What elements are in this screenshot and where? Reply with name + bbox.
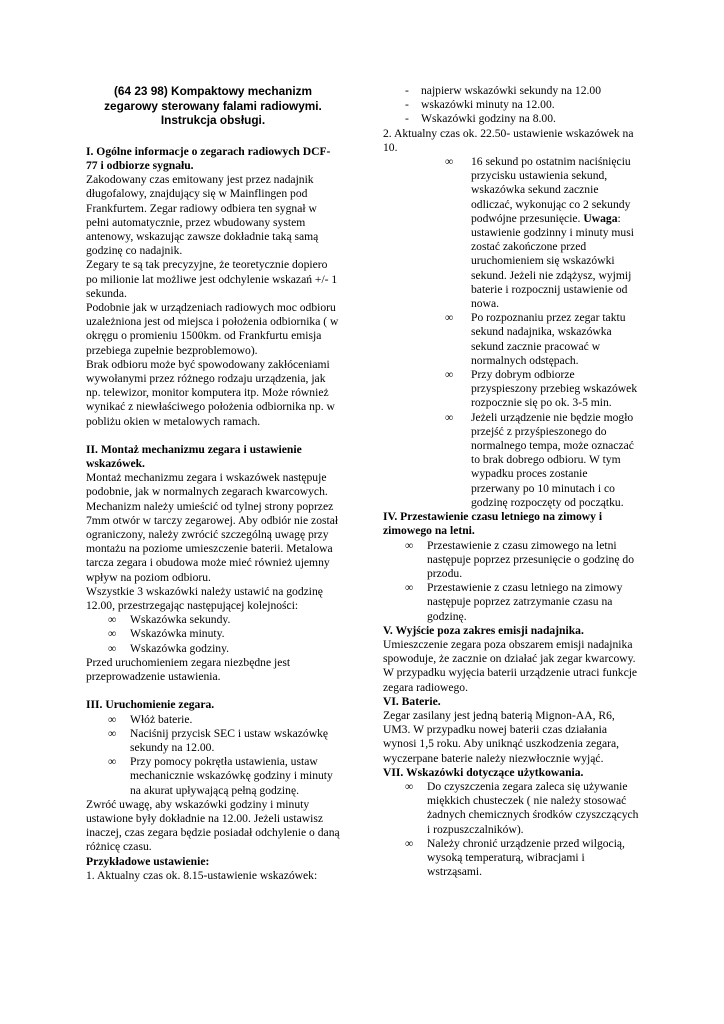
example-2-text: 2. Aktualny czas ok. 22.50- ustawienie wskazówek na 10.: [383, 126, 634, 154]
document-title: (64 23 98) Kompaktowy mechanizm zegarowy sterowany falami radiowymi. Instrukcja obsługi.: [104, 84, 322, 128]
example-heading: Przykładowe ustawienie:: [86, 854, 210, 868]
list-item: ∞ Przestawienie z czasu zimowego na letni następuje poprzez przesunięcie o godzinę do przodu.: [405, 538, 634, 580]
section-5-heading: V. Wyjście poza zakres emisji nadajnika.: [383, 623, 584, 637]
list-item: ∞ Po rozpoznaniu przez zegar taktu sekund nadajnika, wskazówka sekund zacznie pracować w normalnych odstępach.: [445, 311, 626, 367]
infinity-bullet-icon: ∞: [445, 368, 454, 382]
startup-steps-list: [86, 713, 340, 798]
infinity-bullet-icon: ∞: [108, 712, 117, 726]
hand-order-list: [86, 613, 340, 656]
section-1-paragraph: Brak odbioru może być spowodowany zakłóceniami wywołanymi przez różnego rodzaju urządzenia, jak np. telewizor, monitor komputera itp. Może również wynikać z niewłaściwego położenia odbiornika np. w pobliżu okien w metalowych ramach.: [86, 357, 335, 428]
list-item: ∞ Przy pomocy pokrętła ustawienia, ustaw mechanicznie wskazówkę godziny i minuty na akurat upływającą pełną godzinę.: [108, 755, 333, 797]
list-item: ∞ Naciśnij przycisk SEC i ustaw wskazówkę sekundy na 12.00.: [108, 726, 329, 754]
section-3-paragraph: Zwróć uwagę, aby wskazówki godziny i minuty ustawione były dokładnie na 12.00. Jeżeli ustawisz inaczej, czas zegara będzie posiadał odchylenie o daną różnicę czasu.: [86, 797, 340, 854]
list-item: ∞ Należy chronić urządzenie przed wilgocią, wysoką temperaturą, wibracjami i wstrząsami.: [405, 836, 625, 879]
section-1-paragraph: Zakodowany czas emitowany jest przez nadajnik długofalowy, znajdujący się w Mainflingen pod Frankfurtem. Zegar radiowy odbiera ten sygnał w pełni automatycznie, przez wbudowany system antenowy, wskazując zawsze dokładnie taką samą godzinę co nadajnik.: [86, 173, 319, 258]
section-3-heading: III. Uruchomienie zegara.: [86, 698, 215, 712]
list-item: - Wskazówki godziny na 8.00.: [405, 112, 556, 126]
process-notes-list: [383, 155, 639, 510]
list-item: - najpierw wskazówki sekundy na 12.00: [405, 84, 601, 97]
spacer: [86, 684, 340, 698]
time-change-list: [383, 539, 639, 624]
infinity-bullet-icon: ∞: [108, 641, 117, 655]
list-item: ∞ Włóż baterie.: [108, 712, 193, 726]
dash-bullet-icon: -: [405, 98, 409, 112]
infinity-bullet-icon: ∞: [445, 410, 454, 424]
infinity-bullet-icon: ∞: [405, 581, 414, 595]
infinity-bullet-icon: ∞: [405, 538, 414, 552]
list-item: ∞ Przestawienie z czasu letniego na zimowy następuje poprzez zatrzymanie czasu na godzinę.: [405, 581, 623, 623]
list-item: ∞ Wskazówka sekundy.: [108, 613, 231, 627]
list-item: ∞ 16 sekund po ostatnim naciśnięciu przycisku ustawienia sekund, wskazówka sekund zacznie odliczać, wykonując co 2 sekundy podwójne przesunięcie. Uwaga: ustawienie godzinny i minuty musi zostać zakończone przed uruchomieniem się wskazówki sekund. Jeżeli nie zdążysz, wyjmij baterie i rozpocznij ustawienie od nowa.: [445, 155, 634, 311]
dash-bullet-icon: -: [405, 84, 409, 97]
section-1-paragraph: Zegary te są tak precyzyjne, że teoretycznie dopiero po milionie lat możliwe jest odchylenie wskazań +/- 1 sekunda.: [86, 258, 338, 300]
warning-label: Uwaga: [583, 211, 618, 225]
infinity-bullet-icon: ∞: [108, 755, 117, 769]
list-item: ∞ Wskazówka minuty.: [108, 627, 225, 641]
section-2-heading: II. Montaż mechanizmu zegara i ustawienie wskazówek.: [86, 442, 302, 471]
section-2-paragraph: Wszystkie 3 wskazówki należy ustawić na godzinę 12.00, przestrzegając następującej kolejności:: [86, 584, 323, 613]
example-1-text: 1. Aktualny czas ok. 8.15-ustawienie wskazówek:: [86, 868, 318, 882]
spacer: [86, 429, 340, 443]
infinity-bullet-icon: ∞: [405, 779, 414, 793]
left-column: [86, 84, 340, 883]
list-item: ∞ Jeżeli urządzenie nie będzie mogło przejść z przyśpieszonego do normalnego tempa, może oznaczać to brak dobrego odbioru. W tym wypadku proces zostanie przerwany po 10 minutach i co godzinę rozpoczęty od początku.: [445, 410, 634, 509]
list-item: ∞ Przy dobrym odbiorze przyspieszony przebieg wskazówek rozpocznie się po ok. 3-5 min.: [445, 368, 638, 410]
infinity-bullet-icon: ∞: [108, 726, 117, 740]
section-1-paragraph: Podobnie jak w urządzeniach radiowych moc odbioru uzależniona jest od miejsca i położenia odbiornika ( w okręgu o promieniu 1500km. od Frankfurtu emisja przebiega zupełnie bezproblemowo).: [86, 301, 339, 357]
infinity-bullet-icon: ∞: [445, 311, 454, 325]
usage-tips-list: [383, 780, 639, 879]
list-item: ∞ Do czyszczenia zegara zaleca się używanie miękkich chusteczek ( nie należy stosować żadnych chemicznych środków czyszczących i rozpuszczalników).: [405, 779, 639, 836]
list-item: - wskazówki minuty na 12.00.: [405, 98, 555, 112]
infinity-bullet-icon: ∞: [445, 155, 454, 169]
section-4-heading: IV. Przestawienie czasu letniego na zimowy i zimowego na letni.: [383, 510, 603, 538]
right-column: [383, 84, 639, 879]
section-7-heading: VII. Wskazówki dotyczące użytkowania.: [383, 765, 584, 779]
dash-bullet-icon: -: [405, 112, 409, 126]
section-6-paragraph: Zegar zasilany jest jedną baterią Mignon-AA, R6, UM3. W przypadku nowej baterii czas działania wynosi 1,5 roku. Aby uniknąć uszkodzenia zegara, wyczerpane baterie należy niezwłocznie wyjąć.: [383, 708, 619, 765]
section-2-paragraph: Montaż mechanizmu zegara i wskazówek następuje podobnie, jak w normalnych zegarach kwarcowych. Mechanizm należy umieścić od tylnej strony poprzez 7mm otwór w tarczy zegarowej. Aby odbiór nie został ograniczony, należy zwrócić szczególną uwagę przy montażu na poziome umieszczenie baterii. Metalowa tarcza zegara i obudowa może mieć również ujemny wpływ na poziom odbioru.: [86, 471, 339, 584]
list-item: ∞ Wskazówka godziny.: [108, 641, 230, 655]
section-6-heading: VI. Baterie.: [383, 694, 441, 708]
infinity-bullet-icon: ∞: [108, 627, 117, 641]
section-2-paragraph: Przed uruchomieniem zegara niezbędne jest przeprowadzenie ustawienia.: [86, 655, 291, 684]
infinity-bullet-icon: ∞: [405, 836, 414, 850]
section-1-heading: I. Ogólne informacje o zegarach radiowych DCF-77 i odbiorze sygnału.: [86, 144, 331, 172]
infinity-bullet-icon: ∞: [108, 613, 117, 627]
section-5-paragraph: Umieszczenie zegara poza obszarem emisji nadajnika spowoduje, że zacznie on działać jak zegar kwarcowy. W przypadku wyjęcia baterii urządzenie utraci funkcje zegara radiowego.: [383, 637, 638, 694]
example-1-list: [383, 84, 639, 127]
